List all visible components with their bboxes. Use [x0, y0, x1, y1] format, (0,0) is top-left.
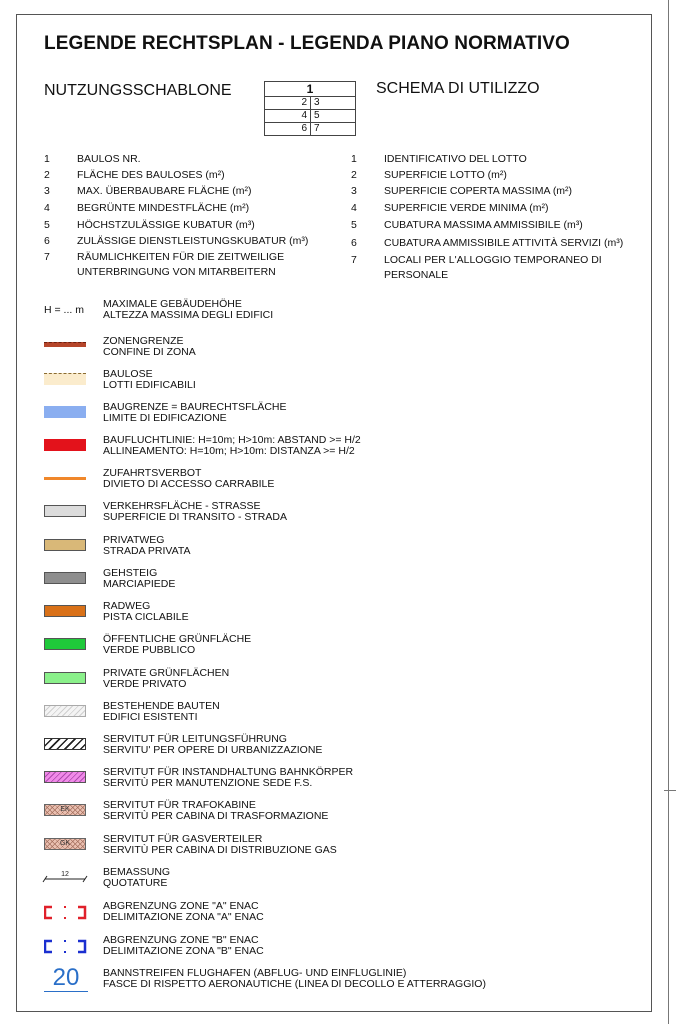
fill-swatch: [44, 439, 86, 451]
definition-line: MAX. ÜBERBAUBARE FLÄCHE (m²): [77, 185, 252, 197]
legend-text-it: SERVITÙ PER MANUTENZIONE SEDE F.S.: [103, 777, 313, 789]
definition-number-de: 2: [44, 169, 50, 181]
sheet-edge-tick: [664, 790, 676, 791]
dimension-symbol: [42, 867, 88, 887]
definition-number-de: 1: [44, 153, 50, 165]
definition-line: HÖCHSTZULÄSSIGE KUBATUR (m³): [77, 219, 255, 231]
definition-line: RÄUMLICHKEITEN FÜR DIE ZEITWEILIGE: [77, 251, 285, 263]
legend-text-it: DELIMITAZIONE ZONA "A" ENAC: [103, 911, 264, 923]
definition-number-it: 3: [351, 185, 357, 197]
legend-text-it: SUPERFICIE DI TRANSITO - STRADA: [103, 511, 287, 523]
access-ban-line: [44, 477, 86, 480]
legend-row: [44, 867, 644, 895]
fill-swatch: [44, 406, 86, 418]
enac-zone-symbol: [44, 937, 90, 957]
definition-text-de: [77, 152, 141, 166]
legend-text: [103, 369, 196, 391]
legend-row: [44, 834, 644, 862]
legend-text: [103, 468, 274, 490]
template-cell-2: 2: [265, 97, 311, 110]
definition-line: SUPERFICIE VERDE MINIMA (m²): [384, 202, 549, 214]
legend-row: [44, 901, 644, 929]
legend-row: [44, 535, 644, 563]
definition-number-de: 4: [44, 202, 50, 214]
legend-text-it: VERDE PRIVATO: [103, 678, 187, 690]
legend-text-de: ZONENGRENZE: [103, 335, 184, 347]
definition-number-it: 4: [351, 202, 357, 214]
definition-line: LOCALI PER L'ALLOGGIO TEMPORANEO DI: [384, 254, 602, 266]
legend-text-it: FASCE DI RISPETTO AERONAUTICHE (LINEA DI DECOLLO E ATTERRAGGIO): [103, 978, 486, 990]
legend-text: [103, 701, 220, 723]
legend-row: [44, 634, 644, 662]
enac-zone-symbol: [44, 903, 90, 923]
legend-text-it: ALLINEAMENTO: H=10m; H>10m: DISTANZA >= H/2: [103, 445, 355, 457]
zone-border-symbol: [44, 342, 86, 347]
legend-text-it: ALTEZZA MASSIMA DEGLI EDIFICI: [103, 309, 274, 321]
legend-text: [103, 634, 251, 656]
definition-number-it: 1: [351, 153, 357, 165]
legend-text-de: ABGRENZUNG ZONE "A" ENAC: [103, 900, 259, 912]
airport-strip-number: 20: [52, 964, 80, 991]
legend-text: [103, 734, 322, 756]
legend-text: [103, 501, 287, 523]
legend-row: [44, 964, 644, 996]
legend-text-it: SERVITÙ PER CABINA DI TRASFORMAZIONE: [103, 810, 329, 822]
definition-number-de: 6: [44, 235, 50, 247]
color-swatch: [44, 505, 86, 517]
usage-template-table: [264, 81, 356, 136]
legend-text-de: SERVITUT FÜR TRAFOKABINE: [103, 799, 256, 811]
sheet-edge-line: [668, 0, 669, 1024]
template-cell-5: 5: [311, 110, 356, 123]
color-swatch: [44, 539, 86, 551]
definition-line: PERSONALE: [384, 269, 449, 281]
lot-symbol: [44, 373, 86, 385]
legend-text: [103, 800, 328, 822]
legend-text-it: PISTA CICLABILE: [103, 611, 189, 623]
schema-heading-it: SCHEMA DI UTILIZZO: [376, 80, 540, 97]
legend-text-it: CONFINE DI ZONA: [103, 346, 196, 358]
railway-easement-hatch: [44, 771, 86, 783]
legend-text-it: STRADA PRIVATA: [103, 545, 191, 557]
legend-row: [44, 435, 644, 463]
legend-text-de: SERVITUT FÜR LEITUNGSFÜHRUNG: [103, 733, 287, 745]
legend-text-de: MAXIMALE GEBÄUDEHÖHE: [103, 298, 242, 310]
legend-row: [44, 935, 644, 963]
color-swatch: [44, 572, 86, 584]
legend-text: [103, 601, 189, 623]
legend-text-de: ABGRENZUNG ZONE "B" ENAC: [103, 934, 259, 946]
definition-text-de: [77, 234, 308, 248]
legend-row: [44, 402, 644, 430]
cabin-easement-hatch: [44, 838, 86, 850]
template-cell-3: 3: [311, 97, 356, 110]
legend-row: [44, 767, 644, 795]
legend-text: [103, 668, 229, 690]
definition-number-it: 5: [351, 219, 357, 231]
legend-text: [103, 767, 353, 789]
definition-text-it: [384, 201, 549, 215]
height-symbol: H = ... m: [44, 304, 84, 316]
template-cell-6: 6: [265, 123, 311, 136]
legend-row: [44, 468, 644, 496]
legend-text-it: DELIMITAZIONE ZONA "B" ENAC: [103, 945, 264, 957]
definition-line: SUPERFICIE COPERTA MASSIMA (m²): [384, 185, 573, 197]
definition-text-de: [77, 201, 249, 215]
cabin-label: EK: [60, 806, 70, 813]
color-swatch: [44, 638, 86, 650]
definition-number-de: 7: [44, 251, 50, 263]
definition-text-de: [77, 184, 251, 198]
legend-text-de: SERVITUT FÜR GASVERTEILER: [103, 833, 263, 845]
legend-row: [44, 369, 644, 397]
bracket-right: [78, 941, 85, 952]
definition-text-it: [384, 168, 507, 182]
definition-number-de: 5: [44, 219, 50, 231]
definition-text-it: [384, 236, 623, 250]
definition-number-it: 6: [351, 237, 357, 249]
legend-row: [44, 800, 644, 828]
definition-text-it: [384, 152, 527, 166]
definition-text-it: [384, 253, 602, 282]
legend-row: [44, 501, 644, 529]
legend-row: [44, 299, 644, 327]
legend-text: [103, 435, 361, 457]
legend-text-de: BAULOSE: [103, 368, 153, 380]
legend-text: [103, 935, 264, 957]
definition-line: BEGRÜNTE MINDESTFLÄCHE (m²): [77, 202, 250, 214]
legend-text-it: SERVITU' PER OPERE DI URBANIZZAZIONE: [103, 744, 323, 756]
legend-text-it: LIMITE DI EDIFICAZIONE: [103, 412, 227, 424]
legend-text-de: PRIVATE GRÜNFLÄCHEN: [103, 667, 230, 679]
legend-text-de: GEHSTEIG: [103, 567, 158, 579]
schema-heading-de: NUTZUNGSSCHABLONE: [44, 82, 232, 99]
legend-text-it: VERDE PUBBLICO: [103, 644, 196, 656]
easement-hatch: [44, 738, 86, 750]
definition-text-de: [77, 168, 225, 182]
dimension-value: 12: [61, 871, 69, 878]
legend-row: [44, 568, 644, 596]
color-swatch: [44, 672, 86, 684]
legend-text: [103, 568, 175, 590]
legend-text-it: SERVITÙ PER CABINA DI DISTRIBUZIONE GAS: [103, 844, 337, 856]
legend-text-de: BEMASSUNG: [103, 866, 171, 878]
definition-number-it: 2: [351, 169, 357, 181]
page-title: LEGENDE RECHTSPLAN - LEGENDA PIANO NORMATIVO: [44, 33, 570, 54]
cabin-label: GK: [59, 840, 71, 847]
definition-line: FLÄCHE DES BAULOSES (m²): [77, 169, 225, 181]
legend-text-de: SERVITUT FÜR INSTANDHALTUNG BAHNKÖRPER: [103, 766, 354, 778]
definition-number-de: 3: [44, 185, 50, 197]
template-cell-7: 7: [311, 123, 356, 136]
legend-text-de: VERKEHRSFLÄCHE - STRASSE: [103, 500, 261, 512]
cabin-easement-hatch: [44, 804, 86, 816]
definition-line: UNTERBRINGUNG VON MITARBEITERN: [77, 266, 276, 278]
legend-text-de: BESTEHENDE BAUTEN: [103, 700, 220, 712]
legend-text-de: PRIVATWEG: [103, 534, 165, 546]
legend-text-de: ZUFAHRTSVERBOT: [103, 467, 202, 479]
legend-row: [44, 336, 644, 364]
legend-text: [103, 402, 287, 424]
legend-text: [103, 299, 273, 321]
legend-text-it: LOTTI EDIFICABILI: [103, 379, 196, 391]
legend-row: [44, 601, 644, 629]
legend-text: [103, 834, 337, 856]
legend-row: [44, 668, 644, 696]
legend-row: [44, 701, 644, 729]
legend-text: [103, 901, 264, 923]
definition-number-it: 7: [351, 254, 357, 266]
legend-row: [44, 734, 644, 762]
definition-line: SUPERFICIE LOTTO (m²): [384, 169, 507, 181]
template-cell-4: 4: [265, 110, 311, 123]
template-cell-1: 1: [265, 82, 356, 97]
bracket-right: [78, 907, 85, 918]
color-swatch: [44, 605, 86, 617]
legend-text-de: BANNSTREIFEN FLUGHAFEN (ABFLUG- UND EINFLUGLINIE): [103, 967, 407, 979]
definition-line: BAULOS NR.: [77, 153, 141, 165]
legend-text: [103, 336, 196, 358]
airport-strip-symbol: [44, 965, 88, 992]
legend-text: [103, 867, 170, 889]
legend-text-de: BAUGRENZE = BAURECHTSFLÄCHE: [103, 401, 287, 413]
legend-text-it: DIVIETO DI ACCESSO CARRABILE: [103, 478, 275, 490]
legend-text-it: MARCIAPIEDE: [103, 578, 176, 590]
legend-text: [103, 968, 486, 990]
definition-text-it: [384, 218, 583, 232]
existing-building-hatch: [44, 705, 86, 717]
definition-line: ZULÄSSIGE DIENSTLEISTUNGSKUBATUR (m³): [77, 235, 309, 247]
legend-text-de: RADWEG: [103, 600, 151, 612]
definition-line: IDENTIFICATIVO DEL LOTTO: [384, 153, 527, 165]
bracket-left: [45, 907, 52, 918]
legend-text-de: ÖFFENTLICHE GRÜNFLÄCHE: [103, 633, 252, 645]
legend-text-de: BAUFLUCHTLINIE: H=10m; H>10m: ABSTAND >= H/2: [103, 434, 361, 446]
legend-text-it: QUOTATURE: [103, 877, 168, 889]
definition-text-it: [384, 184, 572, 198]
definition-text-de: [77, 250, 284, 279]
definition-line: CUBATURA MASSIMA AMMISSIBILE (m³): [384, 219, 583, 231]
bracket-left: [45, 941, 52, 952]
definition-text-de: [77, 218, 255, 232]
legend-text: [103, 535, 191, 557]
definition-line: CUBATURA AMMISSIBILE ATTIVITÀ SERVIZI (m³): [384, 237, 624, 249]
legend-text-it: EDIFICI ESISTENTI: [103, 711, 198, 723]
